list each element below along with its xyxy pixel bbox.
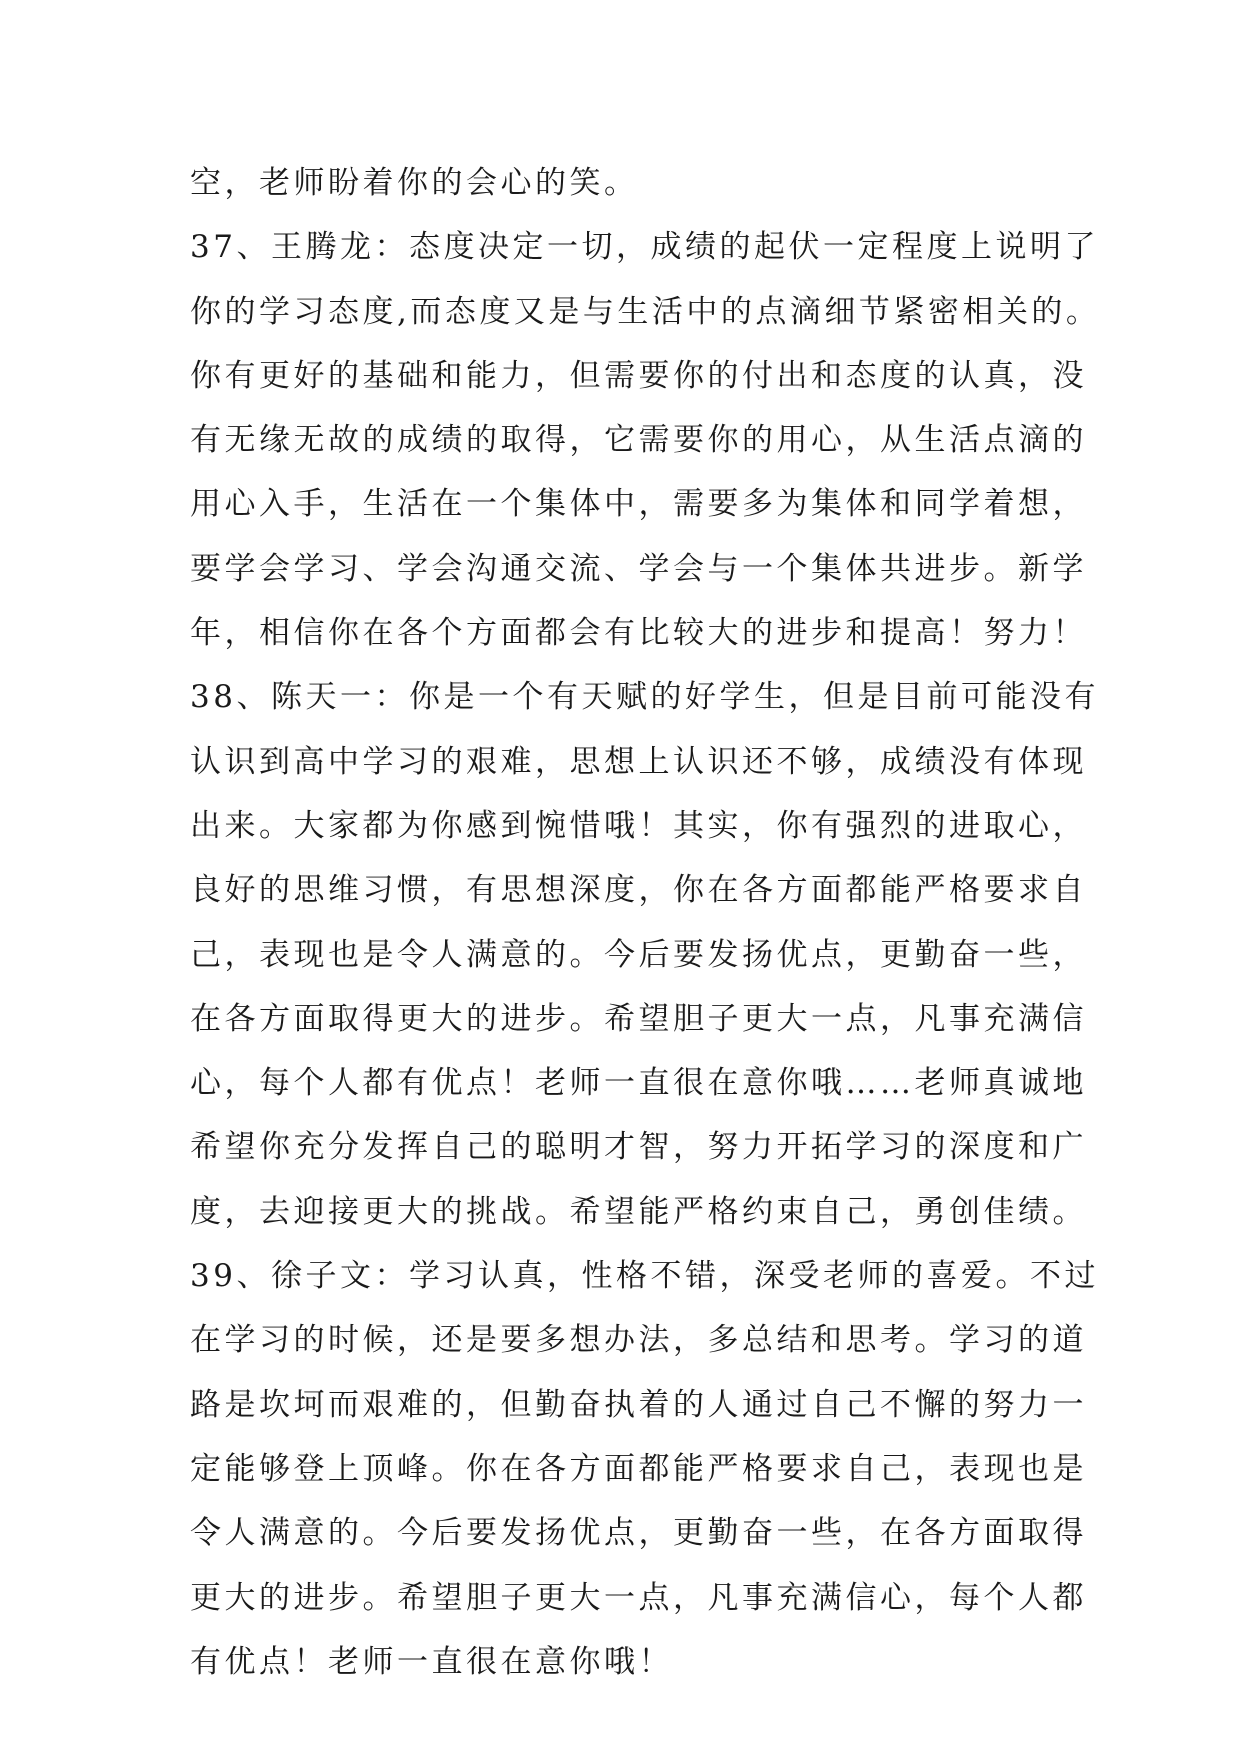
text-line: 你的学习态度,而态度又是与生活中的点滴细节紧密相关的。 <box>190 293 1101 330</box>
text-line: 认识到高中学习的艰难，思想上认识还不够，成绩没有体现 <box>190 743 1087 780</box>
text-line: 空，老师盼着你的会心的笑。 <box>190 165 639 201</box>
text-line: 有优点！老师一直很在意你哦！ <box>190 1643 673 1680</box>
text-line: 更大的进步。希望胆子更大一点，凡事充满信心，每个人都 <box>190 1579 1087 1616</box>
text-line: 在学习的时候，还是要多想办法，多总结和思考。学习的道 <box>190 1322 1087 1359</box>
text-line: 己，表现也是令人满意的。今后要发扬优点，更勤奋一些， <box>190 936 1087 973</box>
text-line: 39、徐子文：学习认真，性格不错，深受老师的喜爱。不过 <box>190 1258 1099 1295</box>
text-line: 令人满意的。今后要发扬优点，更勤奋一些，在各方面取得 <box>190 1515 1087 1552</box>
text-line: 用心入手，生活在一个集体中，需要多为集体和同学着想， <box>190 486 1087 523</box>
text-line: 度，去迎接更大的挑战。希望能严格约束自己，勇创佳绩。 <box>190 1193 1087 1230</box>
text-line: 希望你充分发挥自己的聪明才智，努力开拓学习的深度和广 <box>190 1129 1087 1166</box>
text-line: 38、陈天一：你是一个有天赋的好学生，但是目前可能没有 <box>190 679 1099 716</box>
text-line: 在各方面取得更大的进步。希望胆子更大一点，凡事充满信 <box>190 1000 1087 1037</box>
text-line: 要学会学习、学会沟通交流、学会与一个集体共进步。新学 <box>190 550 1087 587</box>
text-line: 年，相信你在各个方面都会有比较大的进步和提高！努力！ <box>190 615 1087 652</box>
text-line: 你有更好的基础和能力，但需要你的付出和态度的认真，没 <box>190 357 1087 394</box>
text-line: 有无缘无故的成绩的取得，它需要你的用心，从生活点滴的 <box>190 422 1087 459</box>
text-line: 良好的思维习惯，有思想深度，你在各方面都能严格要求自 <box>190 872 1087 909</box>
text-line: 心，每个人都有优点！老师一直很在意你哦……老师真诚地 <box>190 1065 1087 1102</box>
document-body <box>190 163 1101 1706</box>
text-line: 出来。大家都为你感到惋惜哦！其实，你有强烈的进取心， <box>190 807 1087 844</box>
text-line: 路是坎坷而艰难的，但勤奋执着的人通过自己不懈的努力一 <box>190 1386 1087 1423</box>
text-line: 定能够登上顶峰。你在各方面都能严格要求自己，表现也是 <box>190 1450 1087 1487</box>
text-line: 37、王腾龙：态度决定一切，成绩的起伏一定程度上说明了 <box>190 229 1099 266</box>
